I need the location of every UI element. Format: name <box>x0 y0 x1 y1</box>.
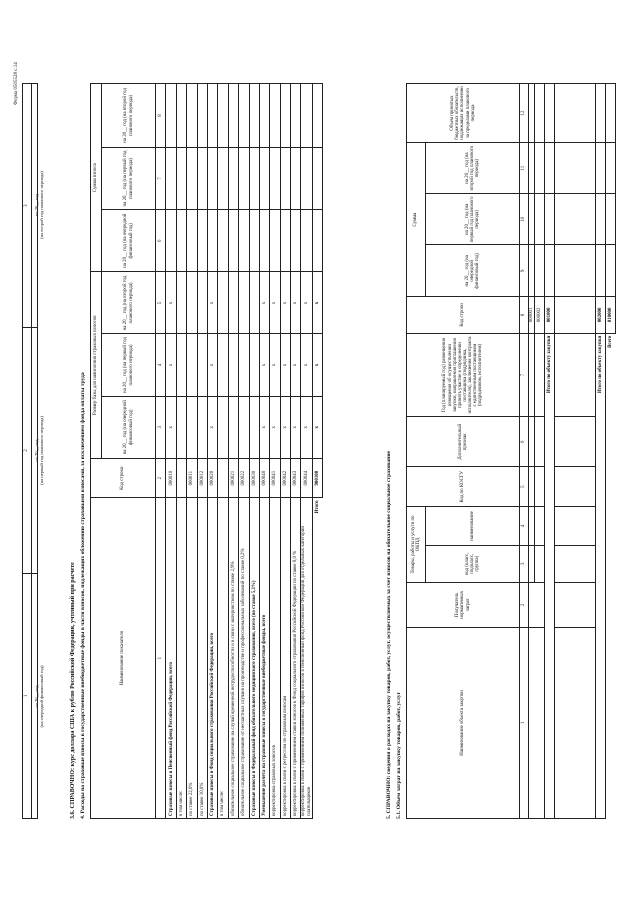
s4-row-sum <box>239 210 249 272</box>
s4-row-base: x <box>207 334 217 396</box>
s4-total-v6 <box>312 84 322 148</box>
s4-row-sum <box>207 210 217 272</box>
s4-row-code: 000022 <box>239 458 249 497</box>
s4-row-code <box>176 458 186 497</box>
s36-value1 <box>32 573 38 818</box>
section4-title: 4. Расходы на страховые взносы в государственные внебюджетные фонды в части взносов, подлежащих обложению страховыми взносами, за исключением фонда оплаты труда <box>80 372 86 819</box>
s5-cell <box>555 297 596 333</box>
s4-sub-3: на 20__ год (на второй год планового периода) <box>102 272 156 334</box>
s4-row-base: x <box>291 334 301 396</box>
s5-cell <box>606 194 616 245</box>
s4-row-base <box>187 396 197 458</box>
s5-cell <box>606 143 616 194</box>
s4-sub-1: на 20__ год (на очередной финансовый год) <box>102 396 156 458</box>
s4-row-base <box>187 334 197 396</box>
s5-head-sum: Сумма <box>407 143 426 297</box>
s5-head-name: Наименование объекта закупки <box>407 627 520 818</box>
s4-row-base: x <box>301 272 312 334</box>
s5-cell <box>555 245 596 297</box>
s4-row-base <box>218 396 228 458</box>
s5-cell <box>529 582 545 627</box>
s4-row-code: 000021 <box>228 458 238 497</box>
s5-code2: 000002 <box>535 297 545 333</box>
s4-row-code: 000043 <box>291 458 301 497</box>
s5-cell <box>545 84 555 143</box>
s5-cell <box>555 143 596 194</box>
s4-row-base <box>239 272 249 334</box>
s4-row-base <box>176 334 186 396</box>
s4-row-sum <box>259 84 269 148</box>
s4-row-base <box>176 396 186 458</box>
s5-cell <box>596 143 606 194</box>
s5-colnum: 2 <box>520 582 529 627</box>
s4-row-base <box>228 272 238 334</box>
section5-table <box>406 83 616 819</box>
s4-body <box>166 84 312 819</box>
s4-row-base <box>218 334 228 396</box>
s4-row-sum <box>197 84 207 148</box>
form-code: Форма 0505528 с.14 <box>14 62 19 105</box>
s36-year1: на 20__ год <box>34 685 39 708</box>
s4-row-sum <box>249 84 259 148</box>
s5-cell <box>535 507 545 545</box>
s4-row-code: 000040 <box>259 458 269 497</box>
s4-row-code: 000011 <box>187 458 197 497</box>
s5-colnum: 6 <box>520 417 529 467</box>
s5-subtotal-code: 001000 <box>545 297 555 333</box>
s4-row-code: 000044 <box>301 458 312 497</box>
s4-row-name: Уменьшение расчета на страховые взносы в государственные внебюджетные фонды, всего <box>259 498 269 819</box>
s4-row-sum <box>249 210 259 272</box>
s4-row-code: 000020 <box>207 458 217 497</box>
s4-row-sum <box>301 210 312 272</box>
s5-colnum: 3 <box>520 545 529 582</box>
s4-row <box>291 84 301 819</box>
s5-total-label: Итого по объекту закупки <box>596 333 606 818</box>
s4-colnum: 1 <box>156 498 166 819</box>
s4-row-base <box>176 272 186 334</box>
section5-title: 5. СПРАВОЧНО: сведения о расходах на закупку товаров, работ, услуг, осуществляемых за счет взносов на обязательное социальное страхование <box>386 450 392 819</box>
s4-row-sum <box>176 147 186 209</box>
s5-colnum: 10 <box>520 194 529 245</box>
s36-num3: 3 <box>23 84 32 328</box>
s5-object <box>529 627 545 818</box>
s4-row-code <box>218 458 228 497</box>
section5-subtitle: 5.1. Объем затрат на закупку товаров, работ, услуг <box>396 691 402 819</box>
s5-cell <box>596 84 606 143</box>
s4-row-sum <box>239 147 249 209</box>
s4-row <box>218 84 228 819</box>
s5-colnum: 8 <box>520 297 529 333</box>
s4-row-base: x <box>259 334 269 396</box>
s4-colnum: 7 <box>156 147 166 209</box>
s4-sub-5: на 20__ год (на первый год планового периода) <box>102 147 156 209</box>
s5-head-sum3: на 20__ год (на второй год планового периода) <box>426 143 520 194</box>
s5-cell <box>555 507 596 545</box>
s4-row-base <box>249 334 259 396</box>
s4-total-v4 <box>312 210 322 272</box>
s4-head-name: Наименование показателя <box>91 498 156 819</box>
s4-row-base <box>239 334 249 396</box>
s4-row <box>207 84 217 819</box>
s4-row-sum <box>280 210 290 272</box>
s4-row-sum <box>270 147 280 209</box>
s4-row-base: x <box>280 272 290 334</box>
s4-row-base: x <box>259 396 269 458</box>
s5-head-need: Получатель нормативных затрат <box>407 582 520 627</box>
s4-row-name: Страховые взносы в Пенсионный фонд Российской Федерации, всего <box>166 498 176 819</box>
s4-row-name: Страховые взносы в Федеральный фонд обязательного медицинского страхования, всего (по ставке 5,1%) <box>249 498 259 819</box>
s4-row <box>176 84 186 819</box>
s5-code1: 000001 <box>529 297 535 333</box>
s4-row-base <box>197 272 207 334</box>
s4-row-base: x <box>166 334 176 396</box>
s4-row <box>270 84 280 819</box>
s4-row <box>228 84 238 819</box>
s4-colnum: 6 <box>156 210 166 272</box>
s4-row-sum <box>228 147 238 209</box>
s4-row-sum <box>228 210 238 272</box>
s5-head-code: Код строки <box>407 297 520 333</box>
s5-head-goods-name: наименование <box>426 507 520 545</box>
s4-row-sum <box>228 84 238 148</box>
s4-row-base: x <box>270 334 280 396</box>
s4-row-name: в том числе: <box>218 498 228 819</box>
s5-cell <box>555 582 596 627</box>
s4-row-sum <box>301 84 312 148</box>
s36-year3: на 20__ год <box>34 193 39 217</box>
s4-row-name: по ставке 22,0% <box>187 498 197 819</box>
s4-row-sum <box>291 210 301 272</box>
s36-year2: на 20__ год <box>34 439 39 462</box>
s4-row <box>301 84 312 819</box>
s4-row-name: корректировка в связи с регрессом по страховым взносам <box>280 498 290 819</box>
s5-colnum: 5 <box>520 467 529 507</box>
s5-grand-label: Всего <box>606 333 616 818</box>
s5-head-qty: код (класс, подкласс, группа) <box>426 545 520 582</box>
s4-row-sum <box>197 210 207 272</box>
s4-row-base: x <box>270 272 280 334</box>
s5-head-obligations: Объем принятых бюджетных обязательств, подлежащих исполнению за пределами планового периода <box>407 84 520 143</box>
s4-row-code: 000041 <box>270 458 280 497</box>
s4-row-sum <box>176 84 186 148</box>
s4-row-sum <box>166 210 176 272</box>
s5-colnum: 12 <box>520 84 529 143</box>
s4-row-sum <box>187 147 197 209</box>
s36-num2: 2 <box>23 328 32 573</box>
s5-cell <box>545 245 555 297</box>
s4-row-name: в том числе: <box>176 498 186 819</box>
section36-table <box>22 83 38 819</box>
s4-row-sum <box>270 210 280 272</box>
s4-row-base: x <box>207 272 217 334</box>
s4-row-sum <box>166 84 176 148</box>
s4-row <box>259 84 269 819</box>
s4-row-sum <box>259 210 269 272</box>
s4-row-name: корректировка в связи с применением ставки взносов в Фонд социального страхования Российской Федерации по ставке 0,0 % <box>291 498 301 819</box>
s5-colnum: 1 <box>520 627 529 818</box>
s5-cell <box>555 333 596 417</box>
s5-head-goods: Товары, работы и услуги по ОКПД <box>407 507 426 583</box>
s4-row-sum <box>291 84 301 148</box>
s5-cell <box>606 245 616 297</box>
s5-cell <box>535 245 545 297</box>
s4-total-v5 <box>312 147 322 209</box>
s4-row-base <box>218 272 228 334</box>
s4-row-name: Страховые взносы в Фонд социального страхования Российской Федерации, всего <box>207 498 217 819</box>
s4-colnum: 4 <box>156 334 166 396</box>
s5-object <box>555 627 596 818</box>
section36-header <box>34 83 64 819</box>
s5-cell <box>535 467 545 507</box>
s4-row-base <box>228 334 238 396</box>
s4-total-x3: x <box>312 272 322 334</box>
s4-row-code: 000010 <box>166 458 176 497</box>
s36-value2 <box>32 328 38 573</box>
s4-row-sum <box>291 147 301 209</box>
s4-total-x2: x <box>312 334 322 396</box>
s4-colnum: 5 <box>156 272 166 334</box>
s4-row-base: x <box>280 396 290 458</box>
s5-head-sum2: на 20__ год (на первый год планового периода) <box>426 194 520 245</box>
s4-row-base <box>187 272 197 334</box>
s4-row-base: x <box>291 396 301 458</box>
s4-row-code: 000042 <box>280 458 290 497</box>
s36-num1: 1 <box>23 573 32 818</box>
s4-row-name: по ставке 10,0% <box>197 498 207 819</box>
s4-colnum: 3 <box>156 396 166 458</box>
s4-sub-6: на 20__ год (на второй год планового периода) <box>102 84 156 148</box>
s5-cell <box>555 467 596 507</box>
s4-row-base <box>249 272 259 334</box>
s5-cell <box>606 84 616 143</box>
s4-row-base <box>249 396 259 458</box>
s5-cell <box>545 194 555 245</box>
s4-row-base: x <box>270 396 280 458</box>
s36-value3 <box>32 84 38 328</box>
s4-row-base: x <box>207 396 217 458</box>
s5-cell <box>555 84 596 143</box>
s4-row-name: корректировка в связи с применением пониженных тарифов взносов в Пенсионный фонд Российской Федерации для отдельных категорий плательщиков <box>301 498 312 819</box>
s4-row-name: обязательное социальное страхование от несчастных случаев на производстве и профессиональных заболеваний по ставке 0,2% <box>239 498 249 819</box>
s4-row-sum <box>280 84 290 148</box>
s4-sub-2: на 20__ год (на первый год планового периода) <box>102 334 156 396</box>
s5-cell <box>555 545 596 582</box>
s4-row-sum <box>197 147 207 209</box>
s4-row-base: x <box>301 396 312 458</box>
s4-row-base <box>228 396 238 458</box>
s5-cell <box>535 417 545 467</box>
s4-row-code: 000012 <box>197 458 207 497</box>
s5-cell <box>555 194 596 245</box>
s4-row-sum <box>280 147 290 209</box>
s5-cell <box>535 143 545 194</box>
s4-row-sum <box>207 84 217 148</box>
s5-head-extra: Дополнительный признак <box>407 417 520 467</box>
s5-colnum: 4 <box>520 507 529 545</box>
s4-row-base: x <box>291 272 301 334</box>
s4-row-sum <box>301 147 312 209</box>
s5-subtotal-label: Итого по объекту закупки <box>545 333 555 818</box>
s4-row <box>280 84 290 819</box>
s4-row <box>239 84 249 819</box>
s4-row-base <box>239 396 249 458</box>
s4-row-base: x <box>166 396 176 458</box>
s4-sub-4: на 20__ год (на очередной финансовый год) <box>102 210 156 272</box>
s4-colnum: 2 <box>156 458 166 497</box>
s4-row-sum <box>259 147 269 209</box>
s4-head-sum: Сумма взноса <box>91 84 102 272</box>
s4-row-sum <box>187 84 197 148</box>
s5-cell <box>535 333 545 417</box>
section36-title: 3.6. СПРАВОЧНО: курс доллара США к рублю Российской Федерации, учтенный при расчете <box>70 562 76 819</box>
s4-total-code: 900100 <box>312 458 322 497</box>
s36-note3: (на второй год планового периода) <box>39 171 45 239</box>
s4-row-name: корректировка страховых взносов <box>270 498 280 819</box>
s4-row <box>197 84 207 819</box>
s4-row-name: обязательное социальное страхование на случай временной нетрудоспособности и в связи с материнством по ставке 2,9% <box>228 498 238 819</box>
s4-total-x1: x <box>312 396 322 458</box>
s4-row-base <box>197 396 207 458</box>
s5-cell <box>596 245 606 297</box>
s4-row <box>166 84 176 819</box>
s5-colnum: 11 <box>520 143 529 194</box>
s4-row-sum <box>270 84 280 148</box>
s4-head-base: Размер базы для начисления страховых взносов <box>91 272 102 459</box>
s5-cell <box>535 545 545 582</box>
s5-head-year: Год (планируемый год) размещения извещения об осуществлении закупки, направления приглашения принять участие в определении поставщика (подрядчика, исполнителя), заключения контракта с единственным поставщиком (подрядчиком, исполнителем) <box>407 333 520 417</box>
s4-head-code: Код строки <box>91 458 156 497</box>
s4-row-sum <box>166 147 176 209</box>
s5-colnums <box>520 84 529 819</box>
s5-head-kosgu: Код по КОСГУ <box>407 467 520 507</box>
s5-colnum: 9 <box>520 245 529 297</box>
s4-row-base: x <box>301 334 312 396</box>
s4-row-base: x <box>166 272 176 334</box>
s5-cell <box>596 194 606 245</box>
s4-row-sum <box>176 210 186 272</box>
s4-row-code: 000030 <box>249 458 259 497</box>
s5-cell <box>545 143 555 194</box>
s5-grand-code: 010000 <box>606 297 616 333</box>
s4-row-sum <box>218 210 228 272</box>
s4-row <box>187 84 197 819</box>
s4-row-sum <box>239 84 249 148</box>
s36-note2: (на первый год планового периода) <box>39 416 45 485</box>
s5-cell <box>535 84 545 143</box>
s5-colnum: 7 <box>520 333 529 417</box>
s5-total-code: 002000 <box>596 297 606 333</box>
s4-row-base: x <box>280 334 290 396</box>
s36-note1: (на очередной финансовый год) <box>39 665 45 728</box>
s4-row-sum <box>207 147 217 209</box>
s4-colnum: 8 <box>156 84 166 148</box>
section4-table <box>90 83 323 819</box>
s4-row-base: x <box>259 272 269 334</box>
s4-row-sum <box>249 147 259 209</box>
s4-row-sum <box>187 210 197 272</box>
s4-row-sum <box>218 84 228 148</box>
s4-row <box>249 84 259 819</box>
s5-cell <box>535 194 545 245</box>
s5-cell <box>555 417 596 467</box>
s4-row-base <box>197 334 207 396</box>
s4-total-label: Итого <box>312 498 322 819</box>
s5-head-sum1: на 20__ год (на очередной финансовый год) <box>426 245 520 297</box>
s4-row-sum <box>218 147 228 209</box>
